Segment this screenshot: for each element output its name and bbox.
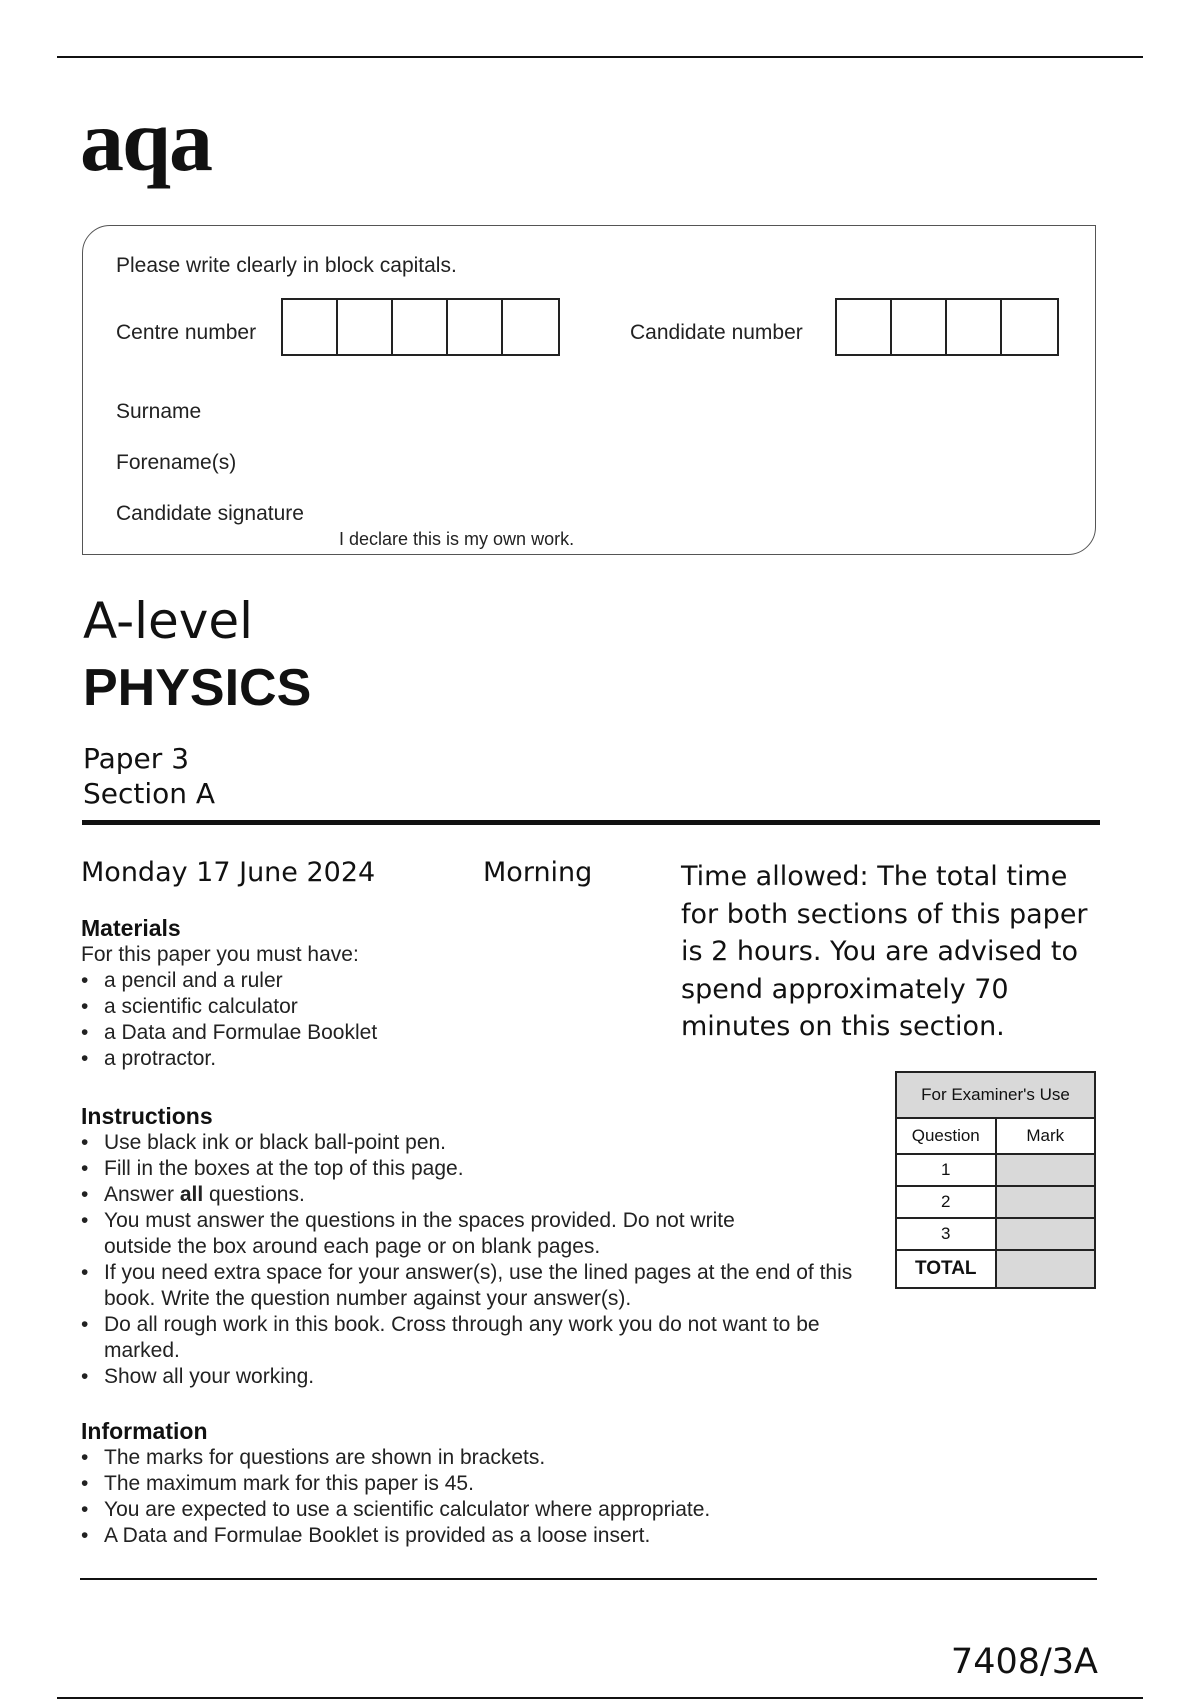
- list-item: • If you need extra space for your answer(s), use the lined pages at the end of this book. Write the question number against your answer(s).: [81, 1260, 894, 1312]
- list-item: • Do all rough work in this book. Cross through any work you do not want to be marked.: [81, 1312, 844, 1364]
- list-item: • a Data and Formulae Booklet: [81, 1020, 721, 1046]
- list-item: • You are expected to use a scientific calculator where appropriate.: [81, 1497, 901, 1523]
- examiners-use-title: For Examiner's Use: [896, 1072, 1095, 1118]
- candidate-number-label: Candidate number: [630, 321, 803, 344]
- instructions-list: [81, 1130, 871, 1390]
- exam-date: Monday 17 June 2024: [81, 857, 376, 888]
- list-item: • Show all your working.: [81, 1364, 871, 1390]
- paper-code: 7408/3A: [950, 1642, 1098, 1682]
- list-item: • Fill in the boxes at the top of this page.: [81, 1156, 871, 1182]
- centre-number-digit[interactable]: [283, 300, 338, 354]
- title-divider: [82, 820, 1100, 825]
- list-item: • The marks for questions are shown in brackets.: [81, 1445, 901, 1471]
- exam-session: Morning: [483, 857, 593, 888]
- time-allowed: Time allowed: The total time for both sections of this paper is 2 hours. You are advised to spend approximately 70 minutes on this section.: [681, 861, 1088, 1042]
- mark-cell: [996, 1186, 1096, 1218]
- candidate-details-box: [82, 225, 1096, 555]
- centre-number-digit[interactable]: [448, 300, 503, 354]
- examiners-use-table: [895, 1071, 1096, 1289]
- information-list: [81, 1445, 901, 1549]
- centre-number-label: Centre number: [116, 321, 257, 344]
- centre-number-boxes[interactable]: [281, 298, 560, 356]
- centre-number-digit[interactable]: [338, 300, 393, 354]
- candidate-number-digit[interactable]: [892, 300, 947, 354]
- centre-number-digit[interactable]: [503, 300, 558, 354]
- qualification-level: A-level: [83, 592, 254, 650]
- list-item: • Answer all questions.: [81, 1182, 871, 1208]
- centre-number-digit[interactable]: [393, 300, 448, 354]
- paper-number: Paper 3: [83, 742, 190, 775]
- question-number: 1: [896, 1154, 996, 1186]
- forename-label: Forename(s): [116, 451, 237, 474]
- surname-label: Surname: [116, 400, 202, 423]
- information-section: [81, 1418, 901, 1549]
- list-item: • Use black ink or black ball-point pen.: [81, 1130, 871, 1156]
- list-item: • a protractor.: [81, 1046, 721, 1072]
- materials-heading: Materials: [81, 915, 181, 941]
- question-number: 3: [896, 1218, 996, 1250]
- candidate-number-digit[interactable]: [1002, 300, 1057, 354]
- question-number: 2: [896, 1186, 996, 1218]
- total-mark-cell: [996, 1250, 1096, 1288]
- list-item: • The maximum mark for this paper is 45.: [81, 1471, 901, 1497]
- signature-label: Candidate signature: [116, 502, 304, 525]
- list-item: • a pencil and a ruler: [81, 968, 721, 994]
- list-item: • A Data and Formulae Booklet is provided as a loose insert.: [81, 1523, 901, 1549]
- candidate-number-digit[interactable]: [947, 300, 1002, 354]
- information-heading: Information: [81, 1418, 208, 1444]
- subject-title: PHYSICS: [83, 659, 312, 717]
- section-name: Section A: [83, 777, 216, 810]
- total-label: TOTAL: [896, 1250, 996, 1288]
- materials-list: [81, 968, 721, 1072]
- instructions-heading: Instructions: [81, 1103, 213, 1129]
- mark-cell: [996, 1218, 1096, 1250]
- mark-column-header: Mark: [996, 1118, 1096, 1154]
- materials-intro: For this paper you must have:: [81, 943, 359, 966]
- block-capitals-instruction: Please write clearly in block capitals.: [116, 254, 457, 277]
- footer-rule: [80, 1578, 1097, 1580]
- declaration-text: I declare this is my own work.: [339, 529, 575, 549]
- mark-cell: [996, 1154, 1096, 1186]
- list-item: • a scientific calculator: [81, 994, 721, 1020]
- aqa-logo: aqa: [80, 93, 211, 190]
- bottom-rule: [57, 1697, 1143, 1699]
- candidate-number-digit[interactable]: [837, 300, 892, 354]
- question-column-header: Question: [896, 1118, 996, 1154]
- instructions-section: [81, 1103, 871, 1390]
- candidate-number-boxes[interactable]: [835, 298, 1059, 356]
- materials-section: [81, 915, 721, 1072]
- list-item: • You must answer the questions in the spaces provided. Do not write outside the box around each page or on blank pages.: [81, 1208, 794, 1260]
- top-rule: [57, 56, 1143, 58]
